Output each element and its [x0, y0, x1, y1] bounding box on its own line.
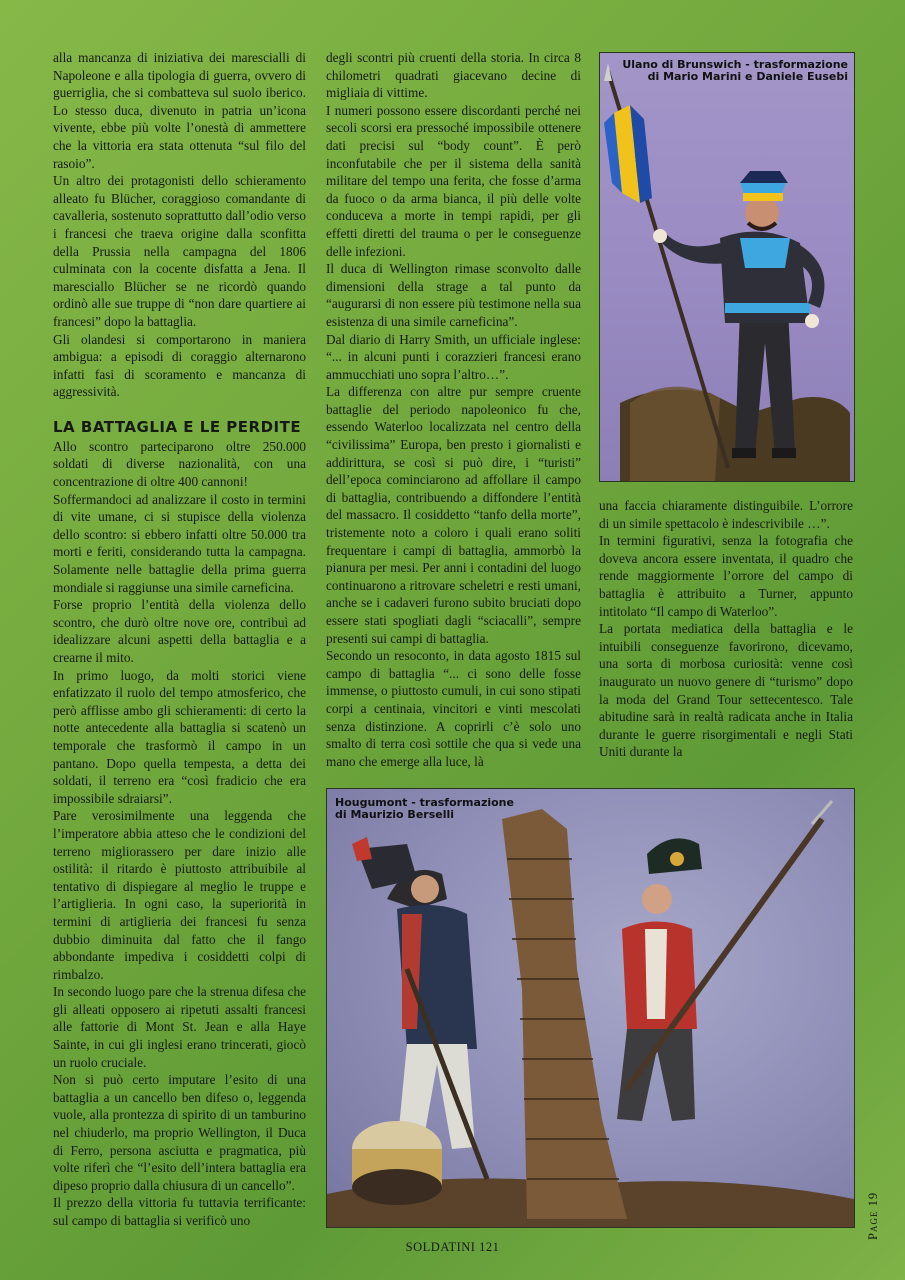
- paragraph: In termini figurativi, senza la fotografia che doveva ancora essere inventata, il quadro che rende maggiormente l’orrore del campo di battaglia è attribuito a Turner, appunto intitolato “Il campo di Waterloo”.: [599, 533, 853, 619]
- section-title: LA BATTAGLIA E LE PERDITE: [53, 417, 302, 436]
- paragraph: Allo scontro parteciparono oltre 250.000 soldati di diverse nazionalità, con una concentrazione di oltre 400 cannoni!: [53, 438, 306, 490]
- ulano-figure-photo: [599, 52, 855, 482]
- paragraph: degli scontri più cruenti della storia. In circa 8 chilometri quadrati giacevano decine di migliaia di vittime.: [326, 50, 581, 101]
- hougumont-diorama-photo: [326, 788, 855, 1228]
- hougumont-diorama-illustration: [327, 789, 854, 1227]
- paragraph: Il prezzo della vittoria fu tuttavia terrificante: sul campo di battaglia si verificò uno: [53, 1195, 306, 1228]
- caption-line: Hougumont - trasformazione: [335, 796, 514, 809]
- text-column-3: [599, 497, 853, 761]
- figure-caption: [335, 797, 514, 821]
- paragraph: Pare verosimilmente una leggenda che l’imperatore abbia atteso che le condizioni del terreno migliorassero per dare inizio alle ostilità: il ritardo è piuttosto attribuibile al tentativo di dispiegare al meglio le truppe e l’artiglieria. In ogni caso, la superiorità in termini di artiglieria dei francesi fu senza dubbio diminuita dal fatto che il fango abbondante impediva i cosiddetti colpi di rimbalzo.: [53, 808, 306, 982]
- ulano-figure-illustration: [600, 53, 854, 481]
- figure-caption: [622, 59, 848, 83]
- paragraph: In primo luogo, da molti storici viene enfatizzato il ruolo del tempo atmosferico, che però afflisse ambo gli schieramenti: di certo la notte antecedente alla battaglia si scatenò un temporale che trasformò il campo in un pantano. Dopo quella tempesta, a detta dei soldati, il terreno era “così fradicio che era impossibile sdraiarsi”.: [53, 667, 306, 806]
- magazine-footer: SOLDATINI 121: [405, 1240, 500, 1254]
- paragraph: Forse proprio l’entità della violenza dello scontro, che durò oltre nove ore, contribuì ad idealizzare alcuni aspetti della battaglia e a crearne il mito.: [53, 597, 306, 665]
- paragraph: La portata mediatica della battaglia e le intuibili conseguenze favorirono, dicevamo, una sorta di morbosa curiosità: venne così inaugurato un nuovo genere di “turismo” dopo la moda del Grand Tour settecentesco. Tale abitudine sarà in realtà radicata anche in Italia durante le guerre risorgimentali e negli Stati Uniti durante la: [599, 621, 853, 760]
- text-column-1: [53, 49, 306, 1230]
- paragraph: alla mancanza di iniziativa dei marescialli di Napoleone e alla tipologia di guerra, ovvero di guerriglia, che si combatteva sul suolo iberico. Lo stesso duca, divenuto in patria un’icona vivente, ebbe più volte l’onestà di ammettere che la vittoria era stata ottenuta “sul filo del rasoio”.: [53, 50, 306, 171]
- paragraph: I numeri possono essere discordanti perché nei secoli scorsi era pressoché impossibile ottenere dati precisi sul “body count”. È però inconfutabile che per il sistema della sanità militare del tempo una ferita, che fosse d’arma da fuoco o da arma bianca, il più delle volte conduceva a morte in tempi rapidi, per gli effetti diretti del trauma o per le conseguenze delle infezioni.: [326, 102, 581, 259]
- paragraph: Il duca di Wellington rimase sconvolto dalle dimensioni della strage a tal punto da “augurarsi di non essere più testimone nella sua esistenza di una simile carneficina”.: [326, 261, 581, 329]
- paragraph: Gli olandesi si comportarono in maniera ambigua: a episodi di coraggio alternarono infatti fasi di scoramento e mancanza di aggressività.: [53, 331, 306, 400]
- paragraph: In secondo luogo pare che la strenua difesa che gli alleati opposero ai ripetuti assalti francesi alle fattorie di Mont St. Jean e alla Haye Sainte, in cui gli inglesi erano trincerati, giocò un ruolo cruciale.: [53, 984, 306, 1070]
- paragraph: una faccia chiaramente distinguibile. L’orrore di un simile spettacolo è indescrivibile …”.: [599, 498, 853, 531]
- paragraph: Non si può certo imputare l’esito di una battaglia a un cancello ben difeso o, leggenda vuole, alla prontezza di spirito di un tamburino nel chiuderlo, ma proprio Wellington, il Duca di Ferro, persona asciutta e pragmatica, più volte riferì che “l’esito dell’intera battaglia era dipeso proprio dalla chiusura di un cancello”.: [53, 1072, 306, 1193]
- paragraph: La differenza con altre pur sempre cruente battaglie del periodo napoleonico fu che, essendo Waterloo localizzata nel centro della “civilissima” Europa, ben presto i giornalisti e addirittura, se così si può dire, i “turisti” dell’epoca cominciarono ad affollare il campo di battaglia, contribuendo a diffondere l’entità del massacro. Il cosiddetto “tanfo della morte”, tristemente noto a coloro i quali erano soliti frequentare i campi di battaglia, ammorbò la pianura per mesi. Per anni i contadini del luogo continuarono a ritrovare scheletri e resti umani, anche se i cadaveri furono subito bruciati dopo essere stati spogliati dagli “sciacalli”, sempre presenti sui campi di battaglia.: [326, 384, 581, 646]
- caption-line: di Maurizio Berselli: [335, 808, 455, 821]
- caption-line: Ulano di Brunswich - trasformazione: [622, 58, 848, 71]
- text-column-2: [326, 49, 581, 770]
- caption-line: di Mario Marini e Daniele Eusebi: [647, 70, 848, 83]
- paragraph: Un altro dei protagonisti dello schieramento alleato fu Blücher, coraggioso comandante di cavalleria, sostenuto soprattutto dall’odio verso i francesi che traeva origine dalla sconfitta della Prussia nella campagna del 1806 culminata con la cocente disfatta a Jena. Il maresciallo Blücher se ne ricordò quando ordinò alle sue truppe di “non dare quartiere ai francesi” dopo la battaglia.: [53, 173, 306, 329]
- page-number: Page 19: [866, 1191, 880, 1240]
- paragraph: Soffermandoci ad analizzare il costo in termini di vite umane, ci si stupisce della violenza dello scontro: si ebbero infatti oltre 50.000 tra morti e feriti, considerando tutta la campagna. Solamente nelle battaglie della prima guerra mondiale si raggiunse una simile carneficina.: [53, 491, 306, 595]
- paragraph: Dal diario di Harry Smith, un ufficiale inglese: “... in alcuni punti i corazzieri francesi erano ammucchiati uno sopra l’altro…”.: [326, 331, 581, 382]
- paragraph: Secondo un resoconto, in data agosto 1815 sul campo di battaglia “... ci sono delle fosse immense, o piuttosto cumuli, in cui sono stipati corpi a centinaia, vincitori e vinti mescolati senza distinzione. A coprirli c’è solo uno smalto di terra così sottile che qua si vede una mano che emerge alla luce, là: [326, 648, 581, 769]
